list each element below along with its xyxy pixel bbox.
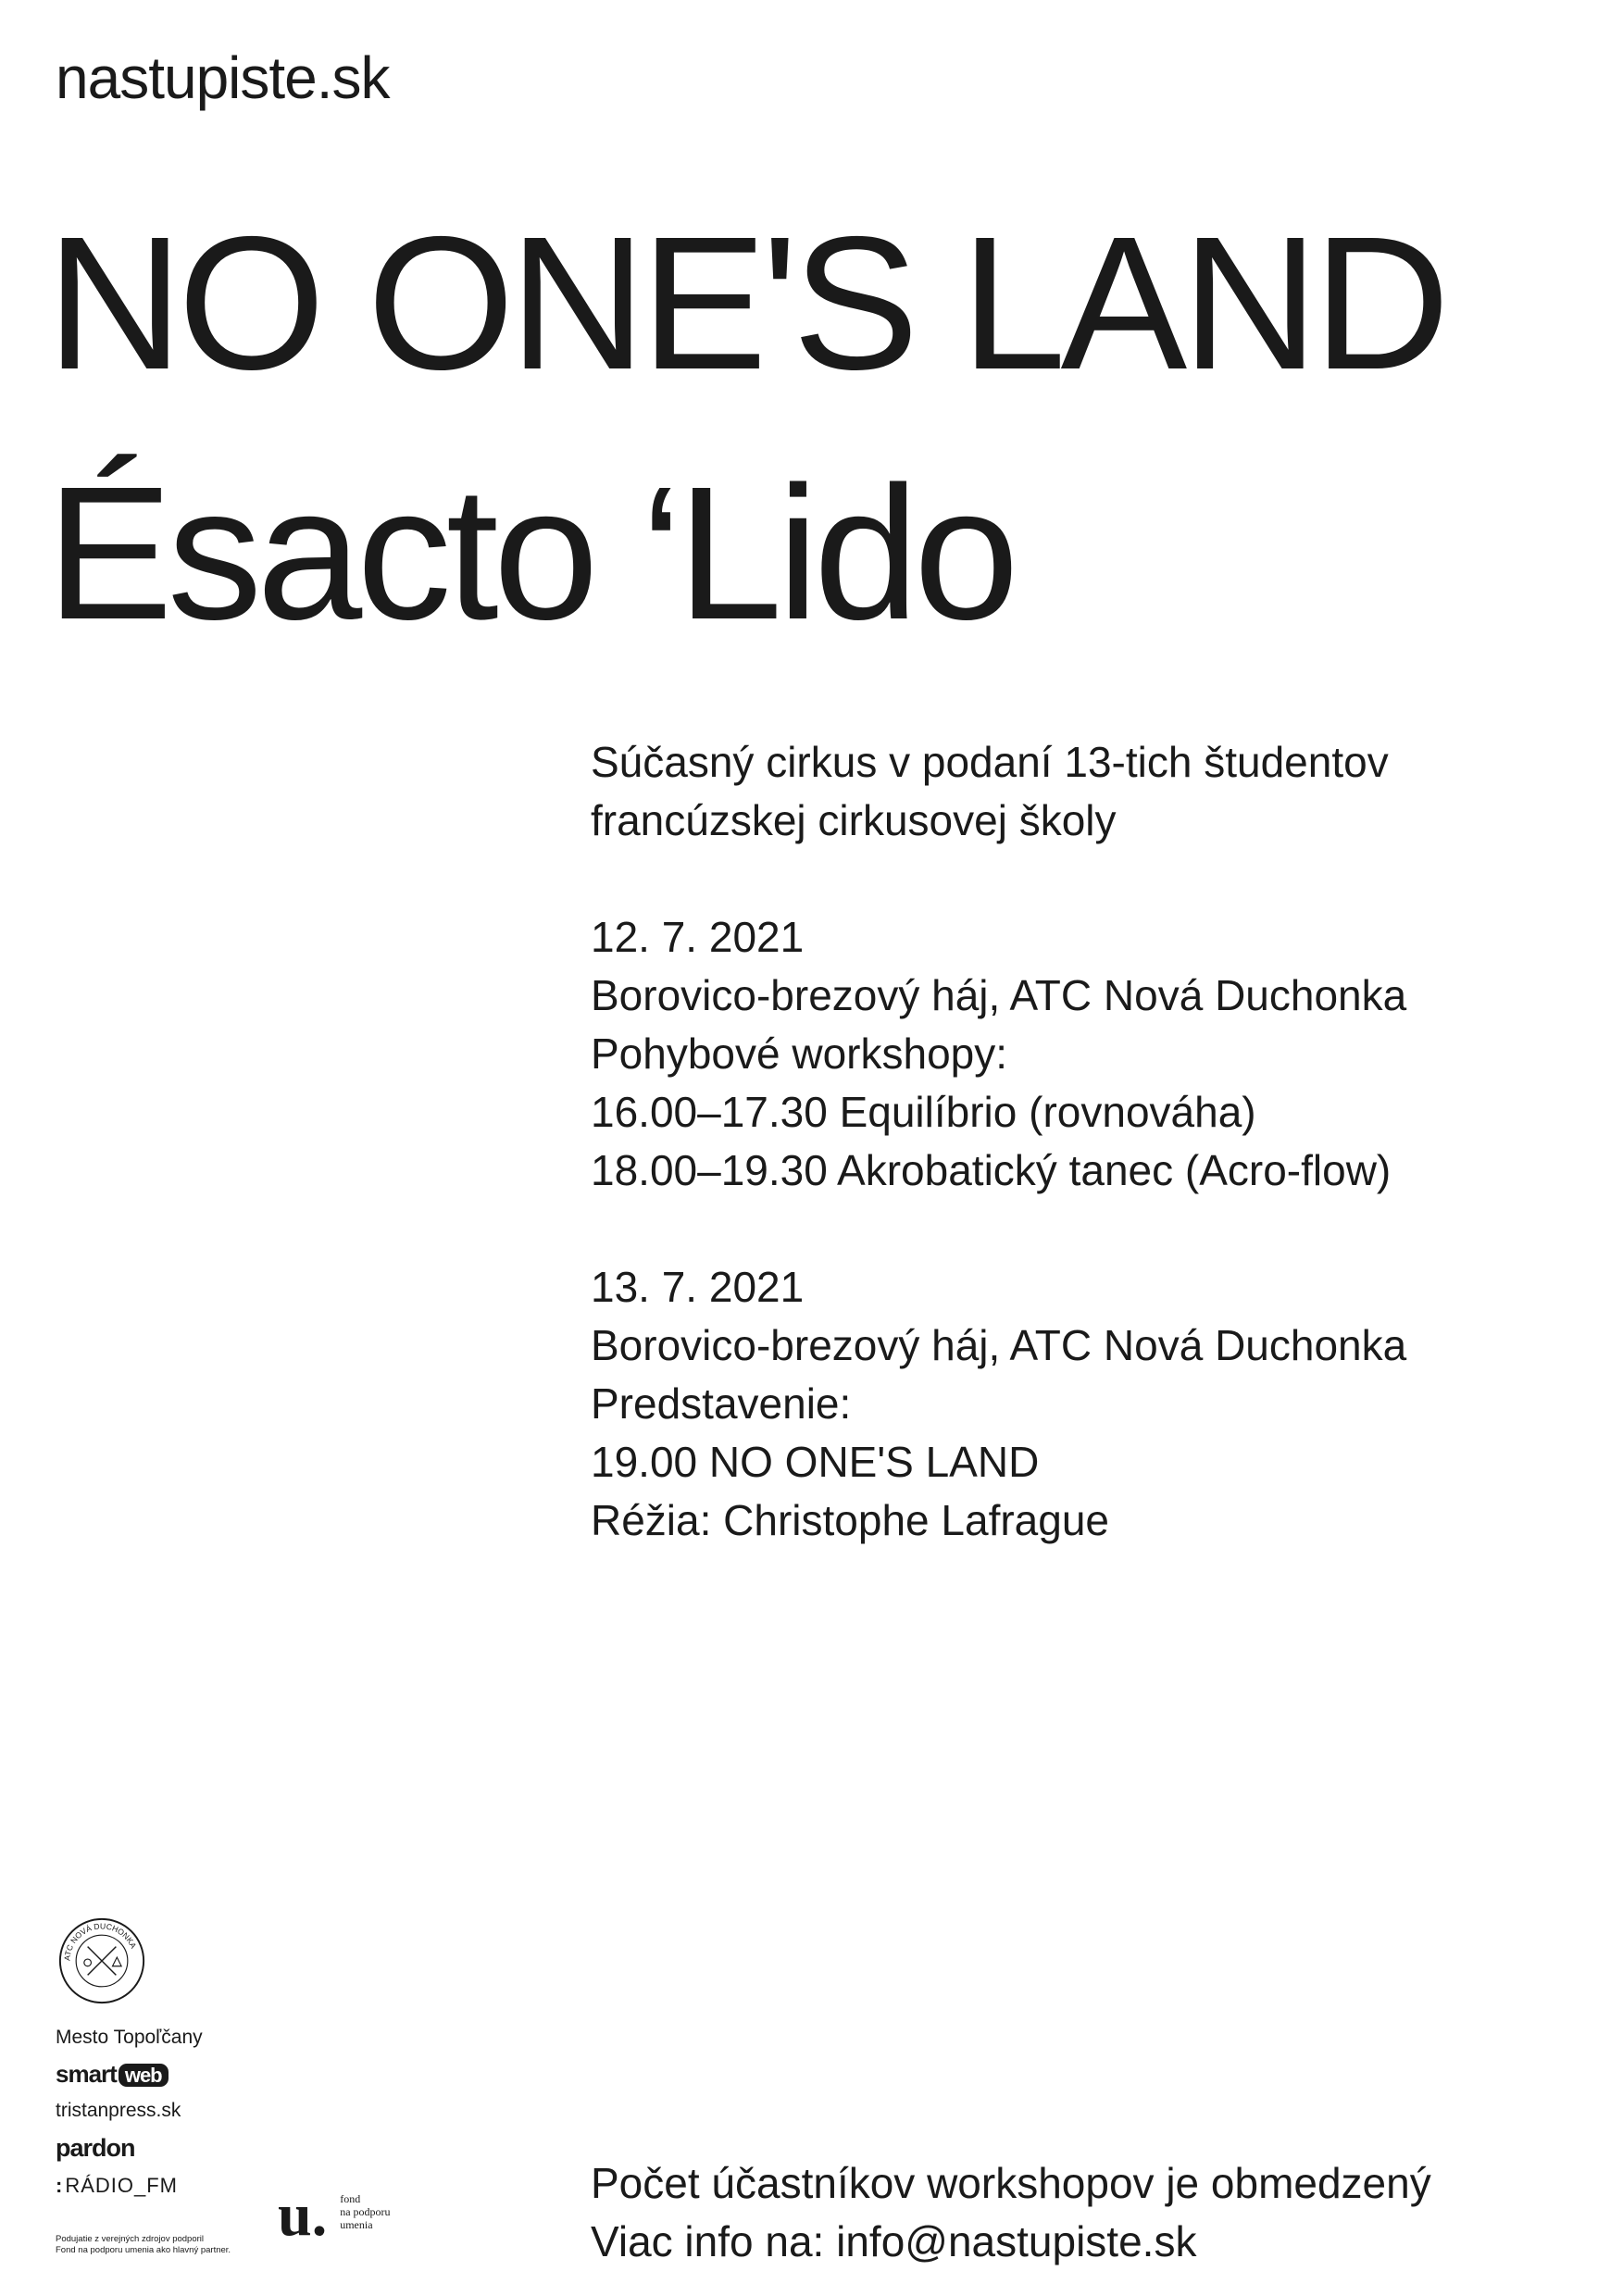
fond-line-2: na podporu <box>340 2205 391 2219</box>
smartweb-logo-web: web <box>119 2064 169 2087</box>
sponsor-list <box>56 1916 203 2219</box>
intro-line-2: francúzskej cirkusovej školy <box>591 796 1117 844</box>
poster-title <box>46 197 1445 708</box>
day2-date: 13. 7. 2021 <box>591 1263 805 1311</box>
support-line-2: Fond na podporu umenia ako hlavný partner. <box>56 2245 231 2255</box>
sponsor-tristanpress: tristanpress.sk <box>56 2099 181 2121</box>
day2-heading: Predstavenie: <box>591 1379 852 1428</box>
footer-line-2: Viac info na: info@nastupiste.sk <box>591 2217 1197 2265</box>
svg-text:ATC NOVÁ DUCHONKA: ATC NOVÁ DUCHONKA <box>62 1921 139 1962</box>
fond-mark: u. <box>278 2181 328 2249</box>
day1-heading: Pohybové workshopy: <box>591 1029 1008 1078</box>
day1-date: 12. 7. 2021 <box>591 913 805 961</box>
event-info <box>591 733 1406 1550</box>
fond-na-podporu-umenia-logo <box>278 2181 391 2249</box>
radio-fm-logo <box>56 2174 203 2198</box>
radio-dots-icon: : <box>56 2174 64 2198</box>
fond-line-3: umenia <box>340 2218 373 2232</box>
sponsor-city: Mesto Topoľčany <box>56 2027 203 2049</box>
fond-text <box>340 2192 390 2231</box>
atc-nova-duchonka-seal-icon <box>57 1916 146 2005</box>
day2-director: Réžia: Christophe Lafrague <box>591 1496 1109 1544</box>
day2-place: Borovico-brezový háj, ATC Nová Duchonka <box>591 1321 1407 1369</box>
day1-place: Borovico-brezový háj, ATC Nová Duchonka <box>591 971 1407 1019</box>
title-line-1: NO ONE'S LAND <box>46 197 1445 409</box>
support-note <box>56 2234 231 2256</box>
site-name: nastupiste.sk <box>56 44 390 111</box>
smartweb-logo <box>56 2060 203 2089</box>
day1-item-1: 16.00–17.30 Equilíbrio (rovnováha) <box>591 1088 1256 1136</box>
fond-line-1: fond <box>340 2192 361 2206</box>
support-line-1: Podujatie z verejných zdrojov podporil <box>56 2234 205 2244</box>
title-line-2: Ésacto ‘Lido <box>46 447 1014 659</box>
pardon-logo: pardon <box>56 2133 135 2162</box>
footer-note <box>591 2154 1431 2271</box>
radio-fm-label: RÁDIO_FM <box>65 2174 179 2198</box>
smartweb-logo-smart: smart <box>56 2060 117 2089</box>
day1-item-2: 18.00–19.30 Akrobatický tanec (Acro-flow) <box>591 1146 1392 1194</box>
footer-line-1: Počet účastníkov workshopov je obmedzený <box>591 2159 1431 2207</box>
intro-line-1: Súčasný cirkus v podaní 13-tich študentov <box>591 738 1389 786</box>
day2-show: 19.00 NO ONE'S LAND <box>591 1438 1040 1486</box>
